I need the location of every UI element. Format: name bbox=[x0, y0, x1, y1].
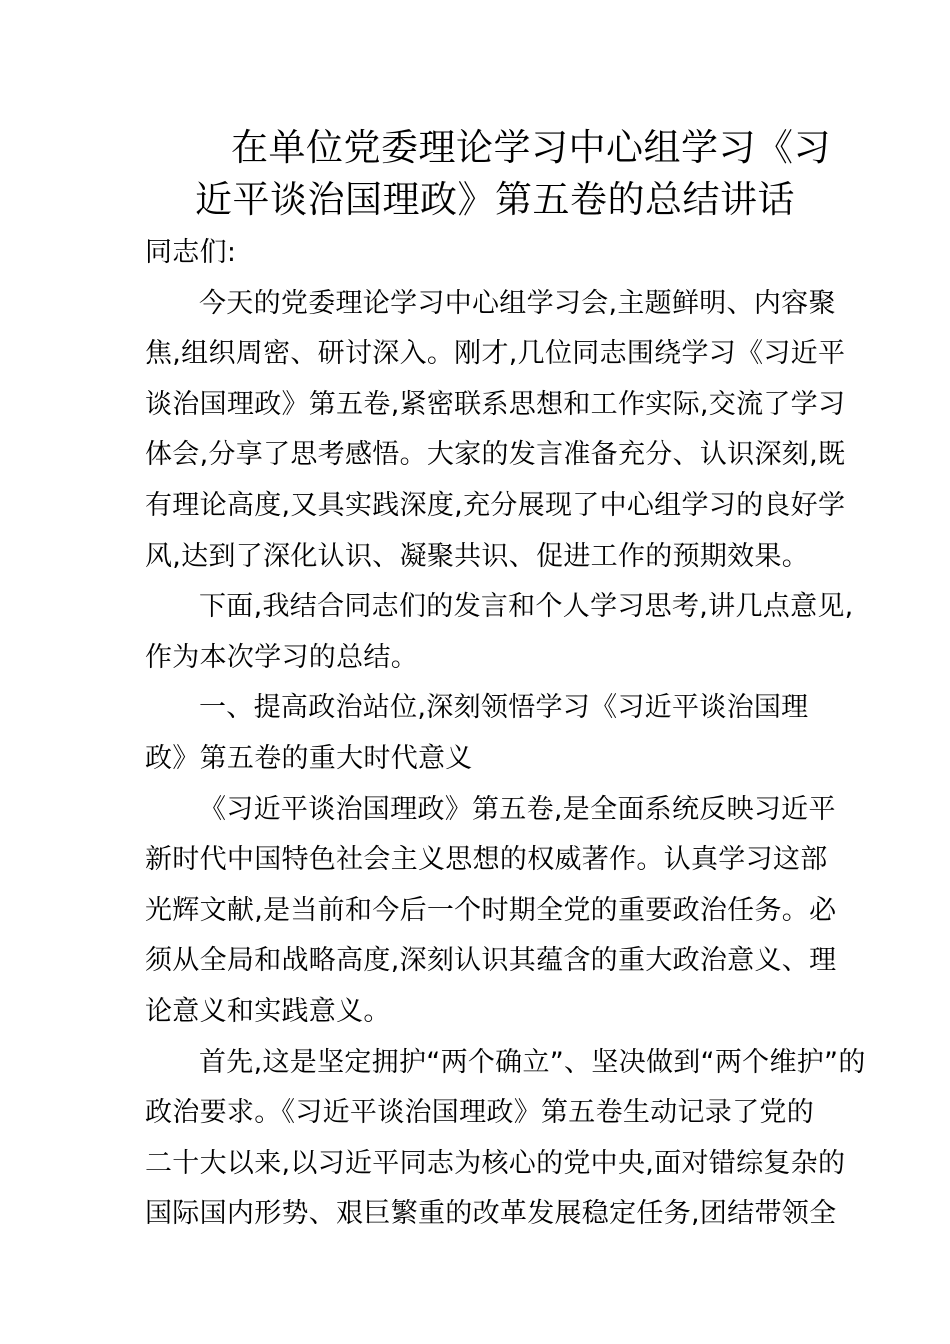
section-heading-line: 一、提高政治站位,深刻领悟学习《习近平谈治国理 bbox=[199, 692, 809, 724]
paragraph-line: 政治要求。《习近平谈治国理政》第五卷生动记录了党的 bbox=[145, 1097, 814, 1129]
paragraph-line: 体会,分享了思考感悟。大家的发言准备充分、认识深刻,既 bbox=[145, 439, 846, 471]
title-line-2: 近平谈治国理政》第五卷的总结讲话 bbox=[195, 178, 795, 221]
paragraph-line: 谈治国理政》第五卷,紧密联系思想和工作实际,交流了学习 bbox=[145, 388, 846, 420]
paragraph-line: 今天的党委理论学习中心组学习会,主题鲜明、内容聚 bbox=[199, 287, 836, 319]
paragraph-line: 焦,组织周密、研讨深入。刚才,几位同志围绕学习《习近平 bbox=[145, 338, 846, 370]
title-line-1: 在单位党委理论学习中心组学习《习 bbox=[231, 126, 831, 169]
salutation: 同志们: bbox=[145, 237, 237, 268]
paragraph-line: 《习近平谈治国理政》第五卷,是全面系统反映习近平 bbox=[199, 793, 836, 825]
paragraph-line: 论意义和实践意义。 bbox=[145, 995, 391, 1027]
paragraph-line: 二十大以来,以习近平同志为核心的党中央,面对错综复杂的 bbox=[145, 1147, 846, 1179]
paragraph-line: 作为本次学习的总结。 bbox=[145, 641, 418, 673]
paragraph-line: 新时代中国特色社会主义思想的权威著作。认真学习这部 bbox=[145, 844, 828, 876]
paragraph-line: 国际国内形势、艰巨繁重的改革发展稳定任务,团结带领全 bbox=[145, 1198, 837, 1230]
document-body bbox=[145, 228, 866, 1240]
paragraph-line: 风,达到了深化认识、凝聚共识、促进工作的预期效果。 bbox=[145, 540, 810, 572]
document-title bbox=[145, 122, 831, 226]
section-heading-line: 政》第五卷的重大时代意义 bbox=[145, 742, 473, 774]
paragraph-line: 有理论高度,又具实践深度,充分展现了中心组学习的良好学 bbox=[145, 489, 846, 521]
paragraph-line: 光辉文献,是当前和今后一个时期全党的重要政治任务。必 bbox=[145, 894, 837, 926]
paragraph-line: 须从全局和战略高度,深刻认识其蕴含的重大政治意义、理 bbox=[145, 945, 837, 977]
paragraph-line: 下面,我结合同志们的发言和个人学习思考,讲几点意见, bbox=[199, 591, 854, 623]
paragraph-line: 首先,这是坚定拥护“两个确立”、坚决做到“两个维护”的 bbox=[199, 1046, 866, 1078]
